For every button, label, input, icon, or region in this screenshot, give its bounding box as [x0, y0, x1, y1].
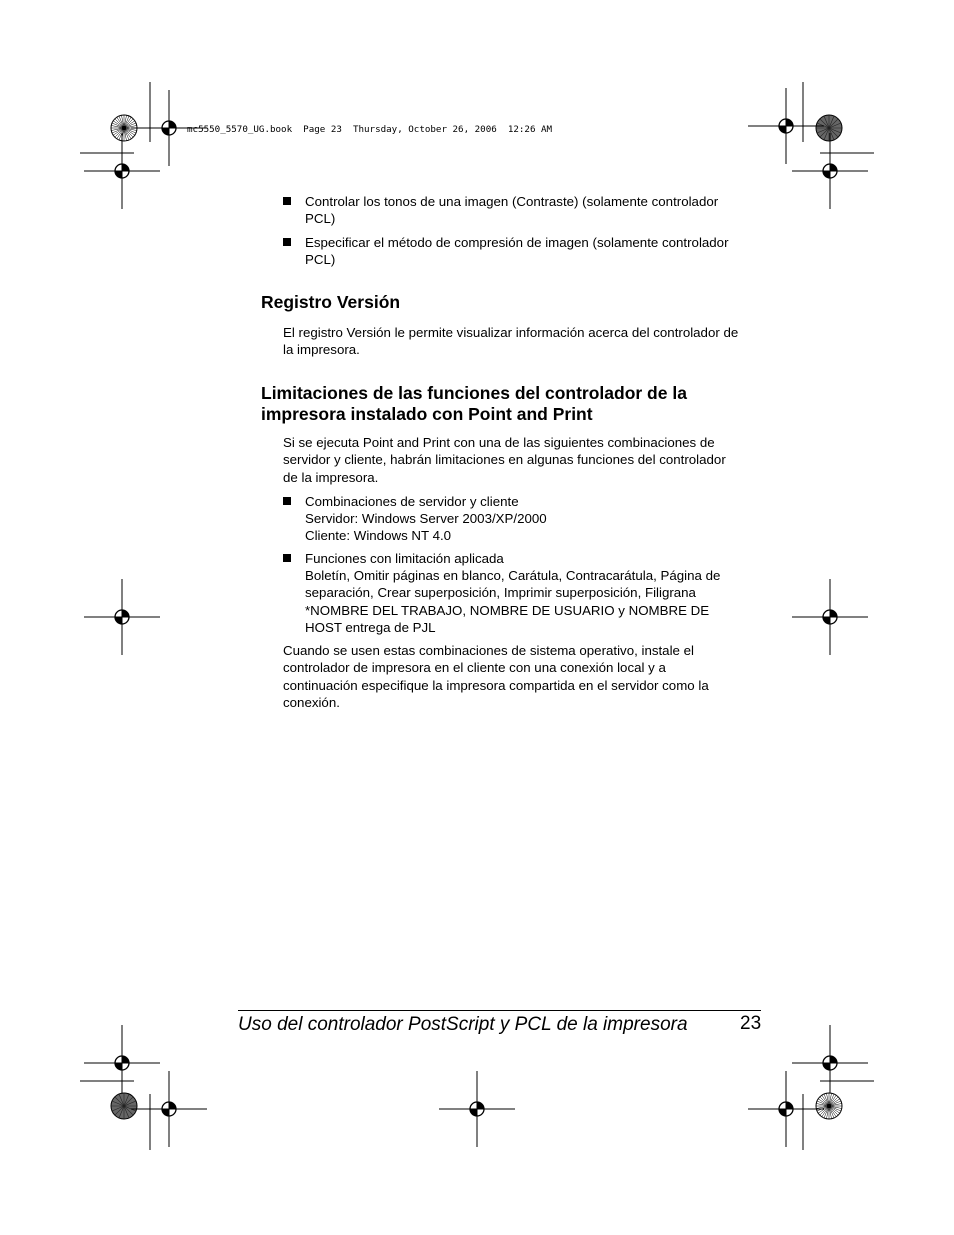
heading-line: impresora instalado con Point and Print — [261, 404, 593, 424]
bullet-square-icon — [283, 197, 291, 205]
paragraph-line: servidor y cliente, habrán limitaciones en algunas funciones del controlador — [283, 452, 726, 468]
list-item-text: *NOMBRE DEL TRABAJO, NOMBRE DE USUARIO y NOMBRE DE — [305, 602, 710, 618]
section-heading-limitaciones — [261, 383, 687, 425]
list-item-text: Servidor: Windows Server 2003/XP/2000 — [305, 511, 547, 527]
section2-closing — [283, 642, 763, 712]
paragraph-line: la impresora. — [283, 342, 360, 358]
paragraph-line: controlador de impresora en el cliente con una conexión local y a — [283, 660, 666, 676]
list-item-text: separación, Crear superposición, Imprimir superposición, Filigrana — [305, 585, 696, 601]
bullet-square-icon — [283, 497, 291, 505]
bullet-square-icon — [283, 238, 291, 246]
section2-intro — [283, 434, 763, 486]
list-item-text: Cliente: Windows NT 4.0 — [305, 528, 452, 544]
paragraph-line: Cuando se usen estas combinaciones de sistema operativo, instale el — [283, 643, 694, 658]
bullet-square-icon — [283, 554, 291, 562]
list-item-text: Boletín, Omitir páginas en blanco, Carátula, Contracarátula, Página de — [305, 568, 721, 584]
paragraph-line: continuación especifique la impresora compartida en el servidor como la — [283, 677, 709, 693]
footer-title: Uso del controlador PostScript y PCL de la impresora — [238, 1014, 688, 1035]
paragraph-line: conexión. — [283, 695, 340, 711]
list-item — [283, 550, 763, 636]
paragraph-line: de la impresora. — [283, 469, 379, 485]
list-item — [283, 193, 763, 227]
list-item-text: Funciones con limitación aplicada — [305, 551, 504, 566]
list-item — [283, 234, 763, 268]
section-heading-registro-version: Registro Versión — [261, 292, 401, 312]
list-item-text: Combinaciones de servidor y cliente — [305, 494, 519, 509]
book-stamp: mc5550_5570_UG.book Page 23 Thursday, October 26, 2006 12:26 AM — [187, 124, 553, 135]
list-item-text: Especificar el método de compresión de imagen (solamente controlador — [305, 235, 729, 250]
footer-rule — [238, 1010, 761, 1011]
paragraph-line: El registro Versión le permite visualizar información acerca del controlador de — [283, 325, 739, 340]
list-item-text: Controlar los tonos de una imagen (Contraste) (solamente controlador — [305, 194, 719, 209]
heading-line: Limitaciones de las funciones del controlador de la — [261, 383, 687, 403]
list-item-text: PCL) — [305, 252, 336, 268]
section1-paragraph — [283, 324, 763, 359]
list-item-text: PCL) — [305, 211, 336, 227]
page-number: 23 — [740, 1013, 762, 1034]
paragraph-line: Si se ejecuta Point and Print con una de las siguientes combinaciones de — [283, 435, 715, 450]
list-item-text: HOST entrega de PJL — [305, 619, 436, 635]
list-item — [283, 493, 763, 545]
